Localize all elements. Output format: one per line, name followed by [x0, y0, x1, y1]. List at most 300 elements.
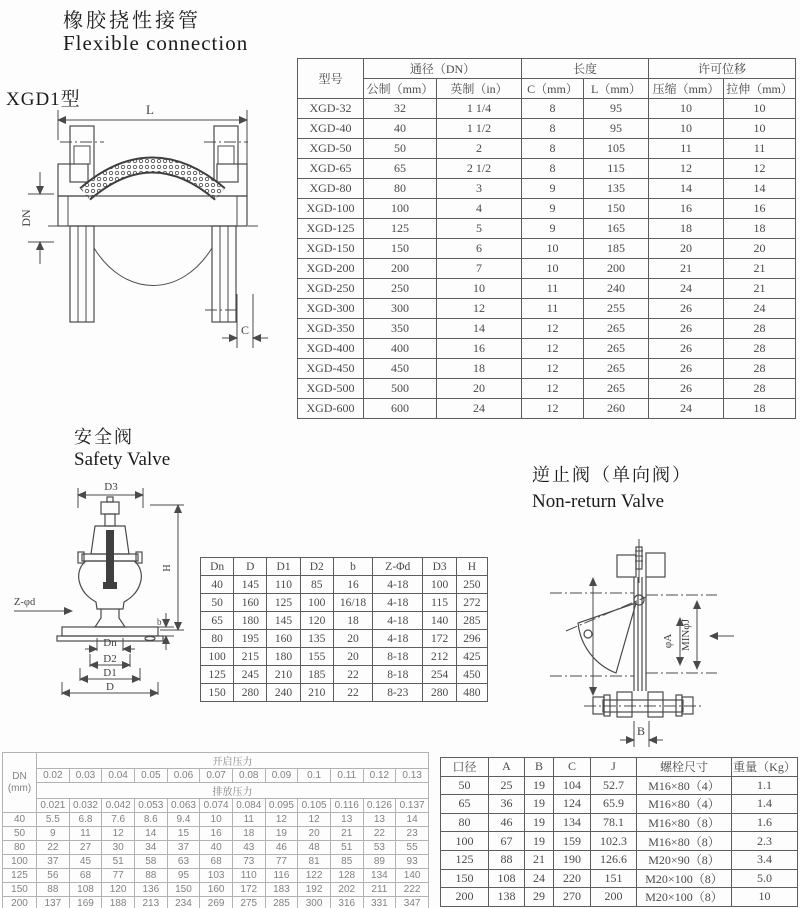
cell: 28: [724, 379, 796, 399]
cell: 19: [525, 832, 554, 851]
cell: 8: [522, 139, 584, 159]
cell: 12: [522, 379, 584, 399]
cell: 3: [437, 179, 522, 199]
cell: 122: [298, 869, 331, 883]
cell: 125: [201, 666, 234, 684]
cell: 202: [330, 883, 363, 897]
cell: 51: [330, 841, 363, 855]
cell: XGD-80: [298, 179, 364, 199]
cell: 269: [200, 897, 233, 908]
cell: 10: [732, 888, 798, 907]
cell: 12: [522, 339, 584, 359]
cell: XGD-400: [298, 339, 364, 359]
cell: 350: [364, 319, 437, 339]
table-header-row: [3, 769, 429, 783]
nonreturn-valve-drawing: [550, 533, 800, 765]
table-header-row: [3, 799, 429, 813]
cell: D2: [300, 558, 333, 576]
table-row: [441, 888, 798, 907]
cell: M20×100（8）: [637, 869, 732, 888]
cell: 300: [364, 299, 437, 319]
table-row: [298, 359, 796, 379]
cell: 68: [200, 855, 233, 869]
table-row: [298, 379, 796, 399]
cell: 272: [456, 594, 487, 612]
col-stretch: 拉伸（mm）: [724, 79, 796, 99]
cell: 85: [300, 576, 333, 594]
cell: 14: [396, 813, 429, 827]
cell: 19: [525, 795, 554, 814]
cell: 65.9: [591, 795, 637, 814]
cell: 37: [37, 855, 70, 869]
cell: 255: [584, 299, 649, 319]
cell: 11: [522, 279, 584, 299]
cell: 4-18: [373, 612, 423, 630]
cell: 25: [489, 776, 525, 795]
cell: 254: [423, 666, 456, 684]
cell: 16/18: [333, 594, 372, 612]
table-row: [298, 279, 796, 299]
cell: XGD-600: [298, 399, 364, 419]
cell: M16×80（8）: [637, 813, 732, 832]
cell: 26: [649, 319, 724, 339]
cell: XGD-125: [298, 219, 364, 239]
cell: M16×80（4）: [637, 776, 732, 795]
cell: 50: [441, 776, 489, 795]
dim-label-zphid: Z-φd: [14, 597, 36, 608]
cell: 110: [232, 869, 265, 883]
cell: 6: [437, 239, 522, 259]
cell: 58: [134, 855, 167, 869]
cell: 重量（Kg）: [732, 758, 798, 777]
dim-label-h: H: [162, 564, 173, 572]
cell: 100: [441, 832, 489, 851]
cell: 245: [234, 666, 267, 684]
col-group-length: 长度: [522, 59, 649, 79]
cell: 67: [489, 832, 525, 851]
cell: 222: [396, 883, 429, 897]
cell: 0.032: [69, 799, 102, 813]
cell: 56: [37, 869, 70, 883]
cell: 128: [330, 869, 363, 883]
cell: 18: [649, 219, 724, 239]
dn-unit: (mm): [7, 782, 32, 794]
cell: 134: [363, 869, 396, 883]
cell: 95: [167, 869, 200, 883]
table-row: [3, 897, 429, 908]
cell: 172: [423, 630, 456, 648]
cell: 285: [456, 612, 487, 630]
cell: 4-18: [373, 576, 423, 594]
cell: D: [234, 558, 267, 576]
table-header-row: [441, 758, 798, 777]
cell: 80: [441, 813, 489, 832]
cell: D1: [267, 558, 300, 576]
table-row: [441, 869, 798, 888]
dim-label-d1: D1: [103, 667, 117, 679]
table-row: [3, 827, 429, 841]
cell: 40: [201, 576, 234, 594]
cell: 21: [649, 259, 724, 279]
cell: 120: [300, 612, 333, 630]
cell: 10: [437, 279, 522, 299]
opening-pressure-label: 开启压力: [37, 753, 429, 769]
cell: 50: [364, 139, 437, 159]
cell: 40: [200, 841, 233, 855]
cell: 68: [69, 869, 102, 883]
cell: 0.09: [265, 769, 298, 783]
cell: 88: [134, 869, 167, 883]
cell: 27: [69, 841, 102, 855]
cell: 200: [591, 888, 637, 907]
cell: 10: [649, 99, 724, 119]
cell: 0.02: [37, 769, 70, 783]
cell: 180: [234, 612, 267, 630]
cell: 188: [102, 897, 135, 908]
dim-label-minphij: MINφJ: [680, 618, 692, 652]
cell: 9: [522, 219, 584, 239]
table-header-row: [298, 79, 796, 99]
table-row: [201, 684, 488, 702]
cell: 265: [584, 379, 649, 399]
cell: 10: [724, 119, 796, 139]
cell: 10: [649, 119, 724, 139]
col-l: L（mm）: [584, 79, 649, 99]
cell: 5: [437, 219, 522, 239]
table-header-row: [298, 59, 796, 79]
cell: Dn: [201, 558, 234, 576]
cell: XGD-450: [298, 359, 364, 379]
cell: 8-18: [373, 666, 423, 684]
cell: 口径: [441, 758, 489, 777]
page-title-en: Flexible connection: [63, 31, 249, 55]
col-group-displacement: 许可位移: [649, 59, 796, 79]
dim-label-d3: D3: [104, 481, 118, 493]
cell: 12: [522, 359, 584, 379]
table-row: [298, 399, 796, 419]
cell: 50: [201, 594, 234, 612]
cell: 500: [364, 379, 437, 399]
cell: 40: [364, 119, 437, 139]
cell: 18: [232, 827, 265, 841]
cell: 150: [201, 684, 234, 702]
cell: 200: [441, 888, 489, 907]
dim-label-c: C: [240, 323, 250, 337]
cell: 150: [364, 239, 437, 259]
table-row: [3, 841, 429, 855]
cell: 14: [724, 179, 796, 199]
cell: 125: [364, 219, 437, 239]
cell: 73: [232, 855, 265, 869]
cell: 18: [333, 612, 372, 630]
table-row: [201, 630, 488, 648]
cell: 185: [300, 666, 333, 684]
cell: 12: [522, 319, 584, 339]
cell: 40: [3, 813, 37, 827]
cell: 80: [364, 179, 437, 199]
cell: B: [525, 758, 554, 777]
cell: 15: [167, 827, 200, 841]
cell: 10: [200, 813, 233, 827]
cell: 20: [649, 239, 724, 259]
table-row: [298, 199, 796, 219]
cell: 260: [584, 399, 649, 419]
cell: 0.11: [330, 769, 363, 783]
safety-valve-title-cn: 安全阀: [74, 427, 134, 447]
cell: 211: [363, 883, 396, 897]
cell: 347: [396, 897, 429, 908]
cell: 285: [265, 897, 298, 908]
cell: 0.08: [232, 769, 265, 783]
col-c: C（mm）: [522, 79, 584, 99]
cell: 21: [724, 279, 796, 299]
cell: 0.03: [69, 769, 102, 783]
cell: b: [333, 558, 372, 576]
cell: 192: [298, 883, 331, 897]
cell: 210: [300, 684, 333, 702]
cell: 150: [584, 199, 649, 219]
cell: 19: [265, 827, 298, 841]
cell: M20×100（8）: [637, 888, 732, 907]
cell: 88: [489, 850, 525, 869]
dim-label-phia: φA: [662, 633, 674, 649]
cell: 20: [437, 379, 522, 399]
cell: 0.042: [102, 799, 135, 813]
cell: 77: [102, 869, 135, 883]
cell: 43: [232, 841, 265, 855]
cell: 95: [584, 119, 649, 139]
cell: 78.1: [591, 813, 637, 832]
table-row: [298, 339, 796, 359]
cell: 85: [330, 855, 363, 869]
cell: 65: [441, 795, 489, 814]
cell: XGD-50: [298, 139, 364, 159]
dim-label-b-nonreturn: B: [636, 724, 646, 738]
cell: 12: [522, 399, 584, 419]
cell: 14: [437, 319, 522, 339]
cell: 30: [102, 841, 135, 855]
table-row: [201, 594, 488, 612]
cell: 37: [167, 841, 200, 855]
cell: XGD-65: [298, 159, 364, 179]
cell: 63: [167, 855, 200, 869]
cell: 425: [456, 648, 487, 666]
cell: XGD-350: [298, 319, 364, 339]
table-row: [201, 612, 488, 630]
table-header-row: [3, 753, 429, 769]
cell: 160: [200, 883, 233, 897]
cell: XGD-250: [298, 279, 364, 299]
cell: 7.6: [102, 813, 135, 827]
table-header-row: [201, 558, 488, 576]
cell: 275: [232, 897, 265, 908]
cell: 26: [649, 299, 724, 319]
table-row: [298, 179, 796, 199]
cell: 280: [423, 684, 456, 702]
cell: 125: [3, 869, 37, 883]
table-row: [3, 883, 429, 897]
cell: 296: [456, 630, 487, 648]
cell: 45: [69, 855, 102, 869]
cell: 1.1: [732, 776, 798, 795]
safety-valve-drawing: [0, 478, 200, 710]
cell: 185: [584, 239, 649, 259]
cell: 0.126: [363, 799, 396, 813]
table-row: [201, 666, 488, 684]
cell: 1.6: [732, 813, 798, 832]
cell: 100: [300, 594, 333, 612]
cell: 26: [649, 379, 724, 399]
cell: 210: [267, 666, 300, 684]
table-row: [441, 813, 798, 832]
dim-label-dn-small: Dn: [103, 637, 117, 649]
cell: 265: [584, 319, 649, 339]
cell: 145: [234, 576, 267, 594]
cell: 172: [232, 883, 265, 897]
cell: 18: [724, 399, 796, 419]
dim-label-l: L: [146, 102, 154, 117]
col-group-dn: 通径（DN）: [364, 59, 522, 79]
cell: 3.4: [732, 850, 798, 869]
cell: 165: [584, 219, 649, 239]
cell: 250: [456, 576, 487, 594]
cell: 100: [423, 576, 456, 594]
cell: 138: [489, 888, 525, 907]
cell: 160: [267, 630, 300, 648]
cell: 23: [396, 827, 429, 841]
cell: 104: [554, 776, 591, 795]
cell: 28: [724, 359, 796, 379]
table-header-row: [3, 783, 429, 799]
cell: 108: [69, 883, 102, 897]
cell: 0.137: [396, 799, 429, 813]
flexible-connection-drawing: [0, 98, 300, 356]
cell: 0.095: [265, 799, 298, 813]
cell: 16: [724, 199, 796, 219]
table-row: [3, 869, 429, 883]
cell: 280: [234, 684, 267, 702]
col-metric: 公制（mm）: [364, 79, 437, 99]
cell: 0.063: [167, 799, 200, 813]
table-row: [298, 239, 796, 259]
cell: 24: [649, 279, 724, 299]
cell: 8-18: [373, 648, 423, 666]
cell: 150: [3, 883, 37, 897]
table-row: [441, 776, 798, 795]
cell: 65: [364, 159, 437, 179]
safety-valve-table: [200, 557, 488, 702]
cell: 19: [525, 813, 554, 832]
cell: XGD-100: [298, 199, 364, 219]
table-row: [3, 855, 429, 869]
cell: M16×80（4）: [637, 795, 732, 814]
cell: 12: [298, 813, 331, 827]
cell: 95: [584, 99, 649, 119]
cell: 450: [364, 359, 437, 379]
cell: 160: [234, 594, 267, 612]
cell: 105: [584, 139, 649, 159]
cell: 52.7: [591, 776, 637, 795]
cell: 36: [489, 795, 525, 814]
cell: 212: [423, 648, 456, 666]
cell: 18: [724, 219, 796, 239]
cell: 4: [437, 199, 522, 219]
cell: 20: [724, 239, 796, 259]
cell: 125: [441, 850, 489, 869]
cell: 8: [522, 99, 584, 119]
cell: 21: [330, 827, 363, 841]
cell: 140: [396, 869, 429, 883]
pressure-table: [2, 752, 429, 908]
cell: 9.4: [167, 813, 200, 827]
cell: 9: [522, 179, 584, 199]
cell: 32: [364, 99, 437, 119]
table-row: [298, 119, 796, 139]
table-row: [441, 832, 798, 851]
cell: 0.084: [232, 799, 265, 813]
cell: 88: [37, 883, 70, 897]
col-compress: 压缩（mm）: [649, 79, 724, 99]
cell: 26: [649, 359, 724, 379]
cell: 108: [489, 869, 525, 888]
cell: 300: [298, 897, 331, 908]
cell: 11: [649, 139, 724, 159]
cell: 155: [300, 648, 333, 666]
cell: D3: [423, 558, 456, 576]
cell: J: [591, 758, 637, 777]
cell: 77: [265, 855, 298, 869]
table-row: [298, 219, 796, 239]
cell: 24: [649, 399, 724, 419]
cell: 20: [298, 827, 331, 841]
cell: 115: [423, 594, 456, 612]
cell: 2 1/2: [437, 159, 522, 179]
cell: 0.07: [200, 769, 233, 783]
cell: 125: [267, 594, 300, 612]
flexible-table: [297, 58, 796, 419]
cell: 1 1/4: [437, 99, 522, 119]
cell: 4-18: [373, 630, 423, 648]
cell: 124: [554, 795, 591, 814]
cell: M20×90（8）: [637, 850, 732, 869]
cell: 137: [37, 897, 70, 908]
cell: 213: [134, 897, 167, 908]
cell: 46: [489, 813, 525, 832]
cell: 80: [201, 630, 234, 648]
cell: 89: [363, 855, 396, 869]
cell: 134: [554, 813, 591, 832]
dim-label-d: D: [106, 681, 114, 693]
cell: 19: [525, 776, 554, 795]
cell: M16×80（8）: [637, 832, 732, 851]
cell: 48: [298, 841, 331, 855]
cell: 100: [201, 648, 234, 666]
dim-label-b: b: [157, 617, 162, 627]
cell: 51: [102, 855, 135, 869]
cell: 195: [234, 630, 267, 648]
cell: 0.053: [134, 799, 167, 813]
cell: 126.6: [591, 850, 637, 869]
dn-header-cell: [3, 753, 37, 813]
cell: 16: [437, 339, 522, 359]
cell: 135: [584, 179, 649, 199]
cell: 10: [522, 239, 584, 259]
cell: XGD-32: [298, 99, 364, 119]
cell: 159: [554, 832, 591, 851]
cell: 24: [525, 869, 554, 888]
cell: 21: [525, 850, 554, 869]
cell: 12: [265, 813, 298, 827]
